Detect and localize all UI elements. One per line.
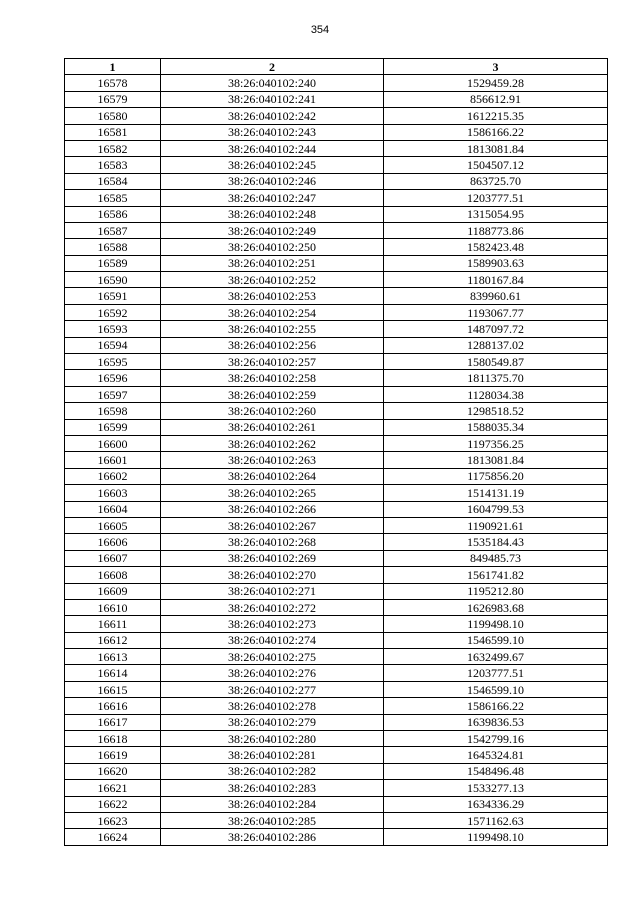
row-number-cell: 16586 xyxy=(65,206,161,222)
table-row xyxy=(65,272,608,288)
value-cell: 1542799.16 xyxy=(384,731,608,747)
value-cell: 1612215.35 xyxy=(384,108,608,124)
cadastral-number-cell: 38:26:040102:285 xyxy=(161,812,384,828)
table-row xyxy=(65,550,608,566)
table-row xyxy=(65,747,608,763)
cadastral-number-cell: 38:26:040102:269 xyxy=(161,550,384,566)
cadastral-number-cell: 38:26:040102:249 xyxy=(161,222,384,238)
column-header-1: 1 xyxy=(65,59,161,75)
cadastral-number-cell: 38:26:040102:271 xyxy=(161,583,384,599)
cadastral-number-cell: 38:26:040102:258 xyxy=(161,370,384,386)
value-cell: 1586166.22 xyxy=(384,698,608,714)
table-row xyxy=(65,222,608,238)
cadastral-number-cell: 38:26:040102:261 xyxy=(161,419,384,435)
table-row xyxy=(65,370,608,386)
cadastral-number-cell: 38:26:040102:241 xyxy=(161,91,384,107)
value-cell: 1203777.51 xyxy=(384,190,608,206)
value-cell: 1535184.43 xyxy=(384,534,608,550)
table-row xyxy=(65,304,608,320)
table-row xyxy=(65,255,608,271)
table-row xyxy=(65,288,608,304)
cadastral-number-cell: 38:26:040102:242 xyxy=(161,108,384,124)
table-row xyxy=(65,75,608,91)
cadastral-number-cell: 38:26:040102:245 xyxy=(161,157,384,173)
table-row xyxy=(65,173,608,189)
cadastral-number-cell: 38:26:040102:262 xyxy=(161,435,384,451)
table-row xyxy=(65,206,608,222)
row-number-cell: 16624 xyxy=(65,829,161,845)
table-row xyxy=(65,157,608,173)
table-row xyxy=(65,239,608,255)
cadastral-number-cell: 38:26:040102:277 xyxy=(161,681,384,697)
row-number-cell: 16595 xyxy=(65,354,161,370)
row-number-cell: 16582 xyxy=(65,140,161,156)
table-row xyxy=(65,829,608,845)
cadastral-number-cell: 38:26:040102:279 xyxy=(161,714,384,730)
table-row xyxy=(65,632,608,648)
table-row xyxy=(65,403,608,419)
row-number-cell: 16578 xyxy=(65,75,161,91)
row-number-cell: 16621 xyxy=(65,780,161,796)
table-row xyxy=(65,681,608,697)
table-row xyxy=(65,731,608,747)
cadastral-number-cell: 38:26:040102:282 xyxy=(161,763,384,779)
value-cell: 1571162.63 xyxy=(384,812,608,828)
table-row xyxy=(65,108,608,124)
table-row xyxy=(65,616,608,632)
table-row xyxy=(65,698,608,714)
cadastral-number-cell: 38:26:040102:248 xyxy=(161,206,384,222)
value-cell: 1128034.38 xyxy=(384,386,608,402)
value-cell: 1504507.12 xyxy=(384,157,608,173)
value-cell: 1199498.10 xyxy=(384,616,608,632)
cadastral-number-cell: 38:26:040102:243 xyxy=(161,124,384,140)
table-row xyxy=(65,337,608,353)
cadastral-number-cell: 38:26:040102:257 xyxy=(161,354,384,370)
row-number-cell: 16596 xyxy=(65,370,161,386)
row-number-cell: 16620 xyxy=(65,763,161,779)
cadastral-number-cell: 38:26:040102:273 xyxy=(161,616,384,632)
table-row xyxy=(65,501,608,517)
cadastral-number-cell: 38:26:040102:247 xyxy=(161,190,384,206)
row-number-cell: 16600 xyxy=(65,435,161,451)
cadastral-number-cell: 38:26:040102:275 xyxy=(161,649,384,665)
cadastral-number-cell: 38:26:040102:255 xyxy=(161,321,384,337)
value-cell: 1546599.10 xyxy=(384,681,608,697)
row-number-cell: 16593 xyxy=(65,321,161,337)
row-number-cell: 16614 xyxy=(65,665,161,681)
table-row xyxy=(65,534,608,550)
cadastral-number-cell: 38:26:040102:253 xyxy=(161,288,384,304)
row-number-cell: 16588 xyxy=(65,239,161,255)
value-cell: 1588035.34 xyxy=(384,419,608,435)
row-number-cell: 16597 xyxy=(65,386,161,402)
row-number-cell: 16585 xyxy=(65,190,161,206)
table-row xyxy=(65,386,608,402)
value-cell: 1580549.87 xyxy=(384,354,608,370)
cadastral-number-cell: 38:26:040102:268 xyxy=(161,534,384,550)
table-row xyxy=(65,190,608,206)
cadastral-number-cell: 38:26:040102:272 xyxy=(161,599,384,615)
row-number-cell: 16615 xyxy=(65,681,161,697)
row-number-cell: 16598 xyxy=(65,403,161,419)
table-row xyxy=(65,517,608,533)
value-cell: 1546599.10 xyxy=(384,632,608,648)
cadastral-number-cell: 38:26:040102:267 xyxy=(161,517,384,533)
row-number-cell: 16603 xyxy=(65,485,161,501)
cadastral-number-cell: 38:26:040102:244 xyxy=(161,140,384,156)
value-cell: 1190921.61 xyxy=(384,517,608,533)
row-number-cell: 16617 xyxy=(65,714,161,730)
value-cell: 1180167.84 xyxy=(384,272,608,288)
value-cell: 1632499.67 xyxy=(384,649,608,665)
value-cell: 1645324.81 xyxy=(384,747,608,763)
table-row xyxy=(65,140,608,156)
value-cell: 1589903.63 xyxy=(384,255,608,271)
cadastral-number-cell: 38:26:040102:274 xyxy=(161,632,384,648)
table-row xyxy=(65,649,608,665)
value-cell: 1514131.19 xyxy=(384,485,608,501)
column-header-3: 3 xyxy=(384,59,608,75)
value-cell: 1561741.82 xyxy=(384,567,608,583)
cadastral-number-cell: 38:26:040102:264 xyxy=(161,468,384,484)
value-cell: 1548496.48 xyxy=(384,763,608,779)
row-number-cell: 16583 xyxy=(65,157,161,173)
value-cell: 1626983.68 xyxy=(384,599,608,615)
cadastral-number-cell: 38:26:040102:251 xyxy=(161,255,384,271)
value-cell: 1811375.70 xyxy=(384,370,608,386)
table-row xyxy=(65,812,608,828)
cadastral-number-cell: 38:26:040102:246 xyxy=(161,173,384,189)
row-number-cell: 16610 xyxy=(65,599,161,615)
table-row xyxy=(65,435,608,451)
cadastral-number-cell: 38:26:040102:240 xyxy=(161,75,384,91)
value-cell: 1582423.48 xyxy=(384,239,608,255)
table-row xyxy=(65,124,608,140)
value-cell: 1586166.22 xyxy=(384,124,608,140)
cadastral-number-cell: 38:26:040102:252 xyxy=(161,272,384,288)
table-row xyxy=(65,485,608,501)
value-cell: 1533277.13 xyxy=(384,780,608,796)
row-number-cell: 16590 xyxy=(65,272,161,288)
row-number-cell: 16609 xyxy=(65,583,161,599)
row-number-cell: 16608 xyxy=(65,567,161,583)
value-cell: 856612.91 xyxy=(384,91,608,107)
row-number-cell: 16601 xyxy=(65,452,161,468)
table-row xyxy=(65,714,608,730)
row-number-cell: 16581 xyxy=(65,124,161,140)
row-number-cell: 16623 xyxy=(65,812,161,828)
value-cell: 1203777.51 xyxy=(384,665,608,681)
cadastral-number-cell: 38:26:040102:283 xyxy=(161,780,384,796)
cadastral-number-cell: 38:26:040102:250 xyxy=(161,239,384,255)
row-number-cell: 16618 xyxy=(65,731,161,747)
row-number-cell: 16599 xyxy=(65,419,161,435)
table-body xyxy=(65,75,608,845)
table-row xyxy=(65,567,608,583)
row-number-cell: 16584 xyxy=(65,173,161,189)
cadastral-number-cell: 38:26:040102:284 xyxy=(161,796,384,812)
header-row xyxy=(65,59,608,75)
table-row xyxy=(65,468,608,484)
table-row xyxy=(65,599,608,615)
cadastral-number-cell: 38:26:040102:286 xyxy=(161,829,384,845)
value-cell: 1529459.28 xyxy=(384,75,608,91)
value-cell: 849485.73 xyxy=(384,550,608,566)
cadastral-number-cell: 38:26:040102:278 xyxy=(161,698,384,714)
value-cell: 1193067.77 xyxy=(384,304,608,320)
cadastral-number-cell: 38:26:040102:259 xyxy=(161,386,384,402)
row-number-cell: 16607 xyxy=(65,550,161,566)
value-cell: 1634336.29 xyxy=(384,796,608,812)
table-row xyxy=(65,419,608,435)
row-number-cell: 16613 xyxy=(65,649,161,665)
row-number-cell: 16604 xyxy=(65,501,161,517)
table-row xyxy=(65,780,608,796)
cadastral-number-cell: 38:26:040102:281 xyxy=(161,747,384,763)
row-number-cell: 16622 xyxy=(65,796,161,812)
table-row xyxy=(65,91,608,107)
row-number-cell: 16602 xyxy=(65,468,161,484)
value-cell: 1298518.52 xyxy=(384,403,608,419)
row-number-cell: 16579 xyxy=(65,91,161,107)
cadastral-number-cell: 38:26:040102:266 xyxy=(161,501,384,517)
value-cell: 1639836.53 xyxy=(384,714,608,730)
row-number-cell: 16611 xyxy=(65,616,161,632)
value-cell: 839960.61 xyxy=(384,288,608,304)
row-number-cell: 16589 xyxy=(65,255,161,271)
table-row xyxy=(65,354,608,370)
cadastral-number-cell: 38:26:040102:256 xyxy=(161,337,384,353)
cadastral-number-cell: 38:26:040102:263 xyxy=(161,452,384,468)
table-row xyxy=(65,583,608,599)
cadastral-number-cell: 38:26:040102:260 xyxy=(161,403,384,419)
value-cell: 1288137.02 xyxy=(384,337,608,353)
column-header-2: 2 xyxy=(161,59,384,75)
cadastral-number-cell: 38:26:040102:265 xyxy=(161,485,384,501)
value-cell: 1199498.10 xyxy=(384,829,608,845)
value-cell: 1197356.25 xyxy=(384,435,608,451)
table-row xyxy=(65,763,608,779)
value-cell: 1813081.84 xyxy=(384,140,608,156)
row-number-cell: 16592 xyxy=(65,304,161,320)
registry-table xyxy=(64,58,608,846)
row-number-cell: 16606 xyxy=(65,534,161,550)
row-number-cell: 16605 xyxy=(65,517,161,533)
table-row xyxy=(65,321,608,337)
row-number-cell: 16591 xyxy=(65,288,161,304)
cadastral-number-cell: 38:26:040102:280 xyxy=(161,731,384,747)
value-cell: 863725.70 xyxy=(384,173,608,189)
row-number-cell: 16619 xyxy=(65,747,161,763)
value-cell: 1487097.72 xyxy=(384,321,608,337)
table-row xyxy=(65,452,608,468)
row-number-cell: 16580 xyxy=(65,108,161,124)
value-cell: 1315054.95 xyxy=(384,206,608,222)
value-cell: 1813081.84 xyxy=(384,452,608,468)
value-cell: 1175856.20 xyxy=(384,468,608,484)
table-row xyxy=(65,665,608,681)
row-number-cell: 16594 xyxy=(65,337,161,353)
value-cell: 1188773.86 xyxy=(384,222,608,238)
value-cell: 1604799.53 xyxy=(384,501,608,517)
cadastral-number-cell: 38:26:040102:270 xyxy=(161,567,384,583)
row-number-cell: 16587 xyxy=(65,222,161,238)
table-row xyxy=(65,796,608,812)
cadastral-number-cell: 38:26:040102:254 xyxy=(161,304,384,320)
page-number: 354 xyxy=(310,24,330,36)
value-cell: 1195212.80 xyxy=(384,583,608,599)
cadastral-number-cell: 38:26:040102:276 xyxy=(161,665,384,681)
row-number-cell: 16612 xyxy=(65,632,161,648)
row-number-cell: 16616 xyxy=(65,698,161,714)
